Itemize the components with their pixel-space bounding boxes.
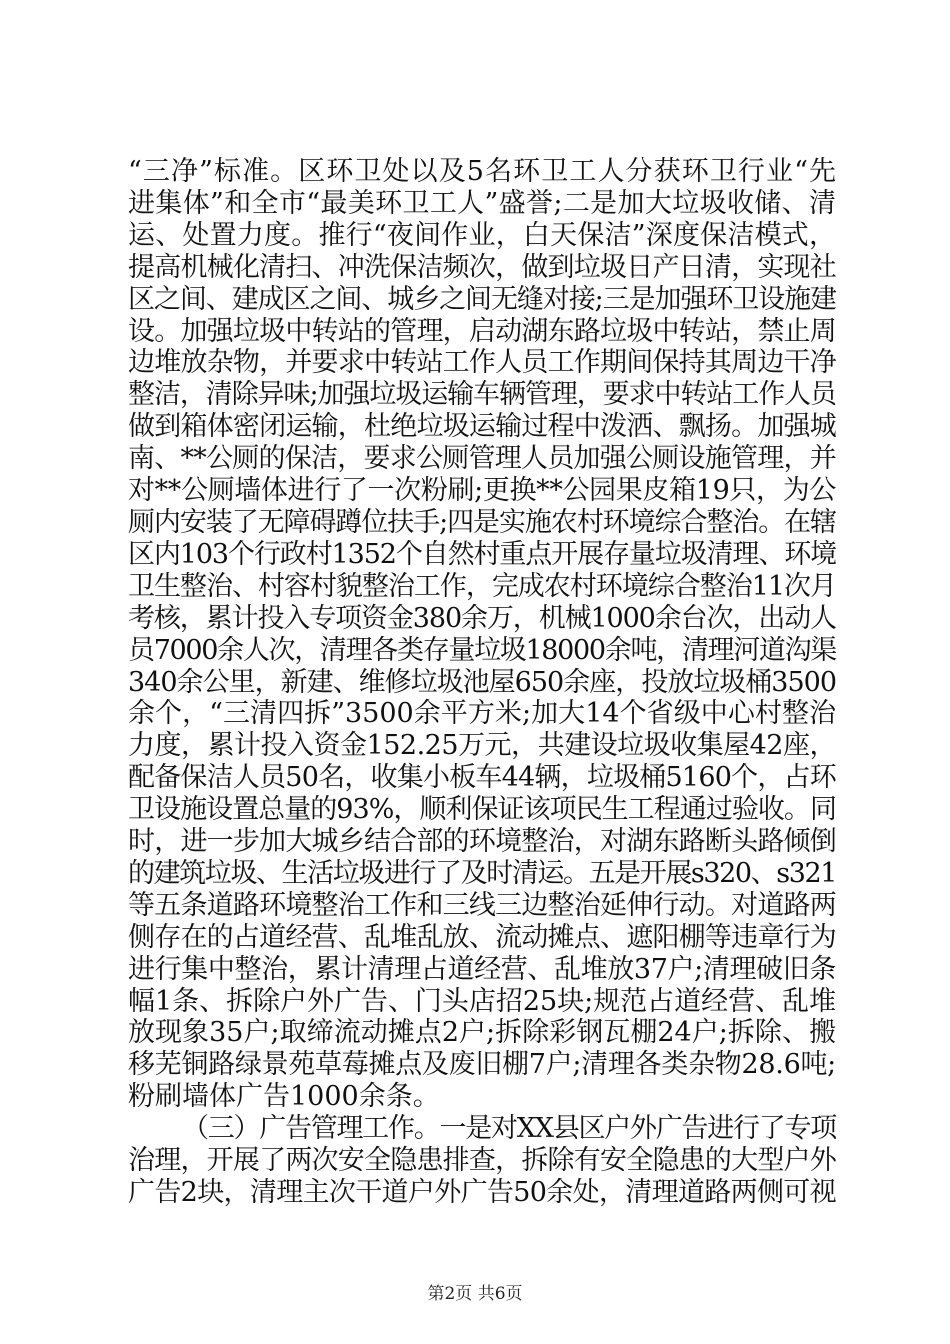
text-line: 边堆放杂物，并要求中转站工作人员工作期间保持其周边干净 (128, 347, 836, 379)
text-line: 340余公里，新建、维修垃圾池屋650余座，投放垃圾桶3500 (128, 666, 837, 698)
text-line: 移芜铜路绿景苑草莓摊点及废旧棚7户;清理各类杂物28.6吨; (128, 1049, 836, 1081)
text-line: “三净”标准。区环卫处以及5名环卫工人分获环卫行业“先 (128, 156, 836, 187)
text-line: 进行集中整治，累计清理占道经营、乱堆放37户;清理破旧条 (128, 953, 836, 985)
text-line: 等五条道路环境整治工作和三线三边整治延伸行动。对道路两 (128, 889, 836, 921)
text-line: 员7000余人次，清理各类存量垃圾18000余吨，清理河道沟渠 (128, 634, 836, 666)
page-number-footer: 第2页 共6页 (427, 1284, 523, 1304)
text-line: 幅1条、拆除户外广告、门头店招25块;规范占道经营、乱堆 (128, 985, 836, 1017)
text-line: 运、处置力度。推行“夜间作业，白天保洁”深度保洁模式， (128, 219, 836, 251)
text-line: 对**公厕墙体进行了一次粉刷;更换**公园果皮箱19只，为公 (128, 475, 836, 507)
text-line: 进集体”和全市“最美环卫工人”盛誉;二是加大垃圾收储、清 (128, 187, 836, 219)
text-line: 余个，“三清四拆”3500余平方米;加大14个省级中心村整治 (128, 698, 836, 730)
text-line: 厕内安装了无障碍蹲位扶手;四是实施农村环境综合整治。在辖 (128, 506, 836, 538)
text-line: 区之间、建成区之间、城乡之间无缝对接;三是加强环卫设施建 (128, 283, 836, 315)
text-line: 区内103个行政村1352个自然村重点开展存量垃圾清理、环境 (128, 538, 836, 570)
document-body (128, 156, 836, 1209)
text-line: 广告2块，清理主次干道户外广告50余处，清理道路两侧可视 (128, 1177, 836, 1208)
text-line: 卫设施设置总量的93%，顺利保证该项民生工程通过验收。同 (128, 794, 836, 826)
text-line: 卫生整治、村容村貌整治工作，完成农村环境综合整治11次月 (128, 570, 836, 602)
text-line: 整洁，清除异味;加强垃圾运输车辆管理，要求中转站工作人员 (128, 379, 836, 411)
text-line: 设。加强垃圾中转站的管理，启动湖东路垃圾中转站，禁止周 (128, 315, 836, 347)
text-line: 侧存在的占道经营、乱堆乱放、流动摊点、遮阳棚等违章行为 (128, 921, 836, 953)
section-heading-line: （三）广告管理工作。一是对XX县区户外广告进行了专项 (182, 1113, 836, 1145)
text-line: 南、**公厕的保洁，要求公厕管理人员加强公厕设施管理，并 (128, 443, 836, 475)
text-line: 治理，开展了两次安全隐患排查，拆除有安全隐患的大型户外 (128, 1145, 836, 1177)
text-line-paragraph-end: 粉刷墙体广告1000余条。 (128, 1081, 440, 1113)
text-line: 提高机械化清扫、冲洗保洁频次，做到垃圾日产日清，实现社 (128, 251, 836, 283)
text-line: 考核，累计投入专项资金380余万，机械1000余台次，出动人 (128, 602, 836, 634)
text-line: 的建筑垃圾、生活垃圾进行了及时清运。五是开展s320、s321 (128, 857, 836, 889)
text-line: 做到箱体密闭运输，杜绝垃圾运输过程中泼洒、飘扬。加强城 (128, 411, 836, 443)
text-line: 放现象35户;取缔流动摊点2户;拆除彩钢瓦棚24户;拆除、搬 (128, 1017, 836, 1049)
text-line: 配备保洁人员50名，收集小板车44辆，垃圾桶5160个，占环 (128, 762, 836, 794)
text-line: 时，进一步加大城乡结合部的环境整治，对湖东路断头路倾倒 (128, 826, 836, 858)
text-line: 力度，累计投入资金152.25万元，共建设垃圾收集屋42座， (128, 730, 836, 762)
